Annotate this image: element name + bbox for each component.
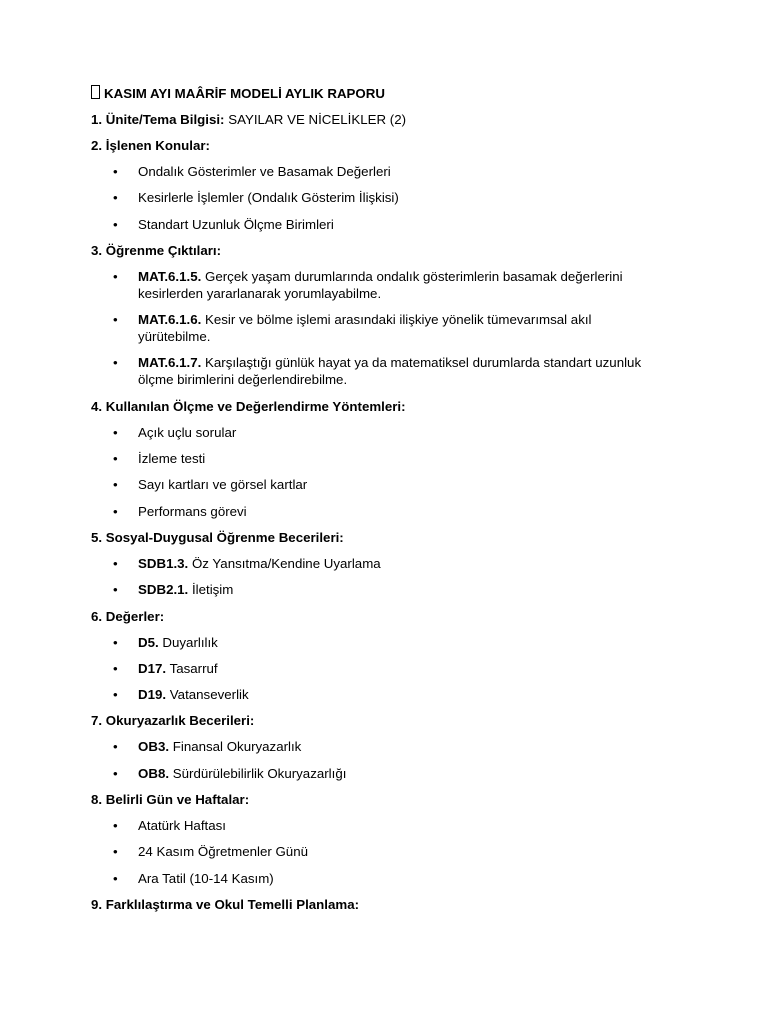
value-text: Vatanseverlik — [169, 687, 249, 703]
section-1-value: SAYILAR VE NİCELİKLER (2) — [228, 112, 407, 127]
bullet-icon: • — [113, 634, 118, 650]
section-5-heading — [91, 529, 691, 546]
list-item — [91, 450, 691, 467]
value-code: D19. — [138, 687, 167, 703]
report-title-text: KASIM AYI MAÂRİF MODELİ AYLIK RAPORU — [104, 86, 385, 101]
bullet-icon: • — [113, 739, 118, 755]
list-item — [91, 765, 691, 782]
literacy-code: OB8. — [138, 765, 170, 781]
literacy-code: OB3. — [138, 739, 170, 755]
bullet-icon: • — [113, 687, 118, 703]
bullet-icon: • — [113, 818, 118, 834]
bullet-icon: • — [113, 424, 118, 440]
bullet-icon: • — [113, 164, 118, 179]
section-4-heading — [91, 398, 691, 415]
bullet-icon: • — [113, 660, 118, 676]
outcome-text: Karşılaştığı günlük hayat ya da matematiksel durumlarda standart uzunluk — [205, 355, 642, 371]
list-item-text: Atatürk Haftası — [138, 818, 226, 834]
bullet-icon: • — [113, 216, 118, 232]
bullet-icon: • — [113, 451, 118, 467]
list-item — [91, 354, 691, 388]
list-item-text: 24 Kasım Öğretmenler Günü — [138, 844, 308, 860]
list-item — [91, 216, 691, 233]
list-item — [91, 311, 691, 345]
list-item-text: Sayı kartları ve görsel kartlar — [138, 477, 308, 493]
list-item — [91, 581, 691, 598]
section-7-list — [91, 738, 691, 781]
outcome-text-continued: kesirlerden yararlanarak yorumlayabilme. — [138, 285, 382, 301]
section-2-heading-text: 2. İşlenen Konular: — [91, 138, 210, 153]
list-item — [91, 660, 691, 677]
section-8-list — [91, 817, 691, 887]
skill-code: SDB2.1. — [138, 582, 189, 598]
section-4-heading-text: 4. Kullanılan Ölçme ve Değerlendirme Yöntemleri: — [91, 398, 406, 414]
bullet-icon: • — [113, 503, 118, 519]
literacy-text: Finansal Okuryazarlık — [172, 739, 302, 755]
bullet-icon: • — [113, 355, 118, 371]
section-6-heading — [91, 608, 691, 625]
value-text: Tasarruf — [169, 660, 218, 676]
outcome-text: Kesir ve bölme işlemi arasındaki ilişkiye yönelik tümevarımsal akıl — [205, 312, 592, 328]
list-item-text: Ara Tatil (10-14 Kasım) — [138, 870, 274, 886]
list-item — [91, 424, 691, 441]
list-item — [91, 163, 691, 180]
section-6-list — [91, 634, 691, 704]
section-3-heading — [91, 242, 691, 259]
list-item — [91, 634, 691, 651]
outcome-code: MAT.6.1.5. — [138, 268, 202, 284]
section-5-list — [91, 555, 691, 598]
section-7-heading-text: 7. Okuryazarlık Becerileri: — [91, 713, 255, 729]
section-4-list — [91, 424, 691, 520]
list-item — [91, 189, 691, 206]
report-content — [91, 85, 691, 922]
bullet-icon: • — [113, 477, 118, 493]
section-8-heading — [91, 791, 691, 808]
section-7-heading — [91, 712, 691, 729]
outcome-text: Gerçek yaşam durumlarında ondalık gösterimlerin basamak değerlerini — [205, 268, 623, 284]
list-item — [91, 555, 691, 572]
section-2-heading — [91, 137, 691, 154]
bullet-icon: • — [113, 844, 118, 860]
skill-text: Öz Yansıtma/Kendine Uyarlama — [191, 555, 381, 571]
value-code: D5. — [138, 634, 159, 650]
value-code: D17. — [138, 660, 167, 676]
bullet-icon: • — [113, 312, 118, 328]
list-item — [91, 738, 691, 755]
bullet-icon: • — [113, 268, 118, 284]
list-item — [91, 843, 691, 860]
bullet-icon: • — [113, 582, 118, 598]
list-item-text: Performans görevi — [138, 503, 247, 519]
list-item-text: Standart Uzunluk Ölçme Birimleri — [138, 216, 334, 232]
outcome-code: MAT.6.1.7. — [138, 355, 202, 371]
outcome-text-continued: yürütebilme. — [138, 329, 211, 345]
list-item-text: İzleme testi — [138, 451, 206, 467]
skill-code: SDB1.3. — [138, 555, 189, 571]
bullet-icon: • — [113, 555, 118, 571]
list-item-text: Kesirlerle İşlemler (Ondalık Gösterim İlişkisi) — [138, 190, 399, 206]
bullet-icon: • — [113, 190, 118, 206]
list-item-text: Ondalık Gösterimler ve Basamak Değerleri — [138, 164, 391, 179]
list-item — [91, 817, 691, 834]
missing-glyph-icon — [91, 85, 100, 99]
list-item — [91, 268, 691, 302]
list-item — [91, 503, 691, 520]
section-6-heading-text: 6. Değerler: — [91, 608, 165, 624]
section-9-heading — [91, 896, 691, 913]
list-item — [91, 476, 691, 493]
report-title — [91, 85, 691, 102]
section-1-unit-info — [91, 111, 691, 128]
section-1-heading: 1. Ünite/Tema Bilgisi: — [91, 112, 225, 127]
section-3-heading-text: 3. Öğrenme Çıktıları: — [91, 242, 222, 258]
bullet-icon: • — [113, 870, 118, 886]
list-item-text: Açık uçlu sorular — [138, 424, 237, 440]
literacy-text: Sürdürülebilirlik Okuryazarlığı — [172, 765, 347, 781]
list-item — [91, 686, 691, 703]
list-item — [91, 870, 691, 887]
section-9-heading-text: 9. Farklılaştırma ve Okul Temelli Planlama: — [91, 896, 360, 912]
outcome-code: MAT.6.1.6. — [138, 312, 202, 328]
value-text: Duyarlılık — [162, 634, 218, 650]
section-3-list — [91, 268, 691, 389]
section-8-heading-text: 8. Belirli Gün ve Haftalar: — [91, 792, 250, 808]
skill-text: İletişim — [191, 582, 234, 598]
bullet-icon: • — [113, 765, 118, 781]
section-2-list — [91, 163, 691, 233]
outcome-text-continued: ölçme birimlerini değerlendirebilme. — [138, 372, 348, 388]
section-5-heading-text: 5. Sosyal-Duygusal Öğrenme Becerileri: — [91, 529, 344, 545]
